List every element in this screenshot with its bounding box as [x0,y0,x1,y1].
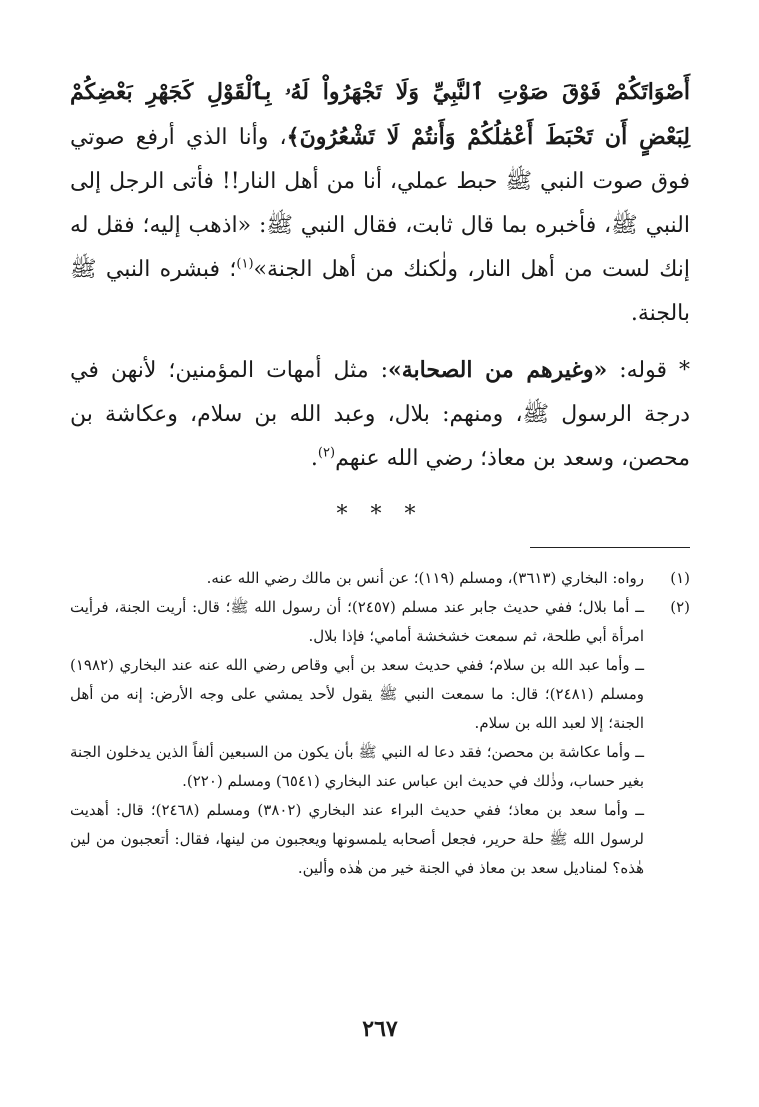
commentary-text-end: . [310,446,318,471]
footnote-number: (١) [670,569,690,587]
footnotes [70,564,690,883]
footnote-1 [70,564,690,593]
footnote-text-bilal: ــ أما بلال؛ ففي حديث جابر عند مسلم (٢٤٥٧)؛ أن رسول الله ﷺ؛ قال: أريت الجنة، فرأيت امرأة أبي طلحة، ثم سمعت خشخشة أمامي؛ فإذا بلال. [70,598,644,645]
paragraph-text-end: ؛ فبشره النبي ﷺ بالجنة. [70,257,690,326]
footnote-text: رواه: البخاري (٣٦١٣)، ومسلم (١١٩)؛ عن أنس بن مالك رضي الله عنه. [206,569,644,587]
footnote-text-ibn-salam: ــ وأما عبد الله بن سلام؛ ففي حديث سعد بن أبي وقاص رضي الله عنه عند البخاري (١٩٨٢) ومسلم (٢٤٨١)؛ قال: ما سمعت النبي ﷺ يقول لأحد يمشي على وجه الأرض: إنه من أهل الجنة؛ إلا لعبد الله بن سلام. [70,656,644,732]
commentary-quote: «وغيرهم من الصحابة» [388,357,608,383]
main-text [70,70,690,535]
paragraph-commentary [70,348,690,481]
commentary-text: : مثل أمهات المؤمنين؛ لأنهن في درجة الرسول ﷺ، ومنهم: بلال، وعبد الله بن سلام، وعكاشة بن محصن، وسعد بن معاذ؛ رضي الله عنهم [70,358,690,471]
commentary-lead: * قوله: [607,358,691,383]
footnote-text-ukkasha: ــ وأما عكاشة بن محصن؛ فقد دعا له النبي ﷺ بأن يكون من السبعين ألفاً الذين يدخلون الجنة بغير حساب، وذٰلك في حديث ابن عباس عند البخاري (٦٥٤١) ومسلم (٢٢٠). [70,743,644,790]
footnote-2 [70,593,690,883]
quran-verse: أَصْوَاتَكُمْ فَوْقَ صَوْتِ ٱلنَّبِيِّ وَلَا تَجْهَرُواْ لَهُۥ بِٱلْقَوْلِ كَجَهْرِ بَعْضِكُمْ لِبَعْضٍ أَن تَحْبَطَ أَعْمَٰلُكُمْ وَأَنتُمْ لَا تَشْعُرُونَ﴾ [70,79,691,150]
footnote-ref-2[interactable]: (٢) [317,445,336,461]
footnote-body [70,593,644,883]
page-number: ٢٦٧ [362,1016,398,1042]
footnote-body [70,564,644,593]
footnote-text-saad: ــ وأما سعد بن معاذ؛ ففي حديث البراء عند البخاري (٣٨٠٢) ومسلم (٢٤٦٨)؛ قال: أهديت لرسول الله ﷺ حلة حرير، فجعل أصحابه يلمسونها ويعجبون من لينها، فقال: أتعجبون من لين هٰذه؟ لمناديل سعد بن معاذ في الجنة خير من هٰذه وألين. [70,801,644,877]
footnote-ref-1[interactable]: (١) [236,256,254,272]
section-separator: * * * [336,502,424,527]
footnote-divider [530,547,690,548]
book-page [70,70,690,1070]
paragraph-hadith [70,70,690,336]
footnote-number: (٢) [670,598,690,616]
paragraph-text: ، وأنا الذي أرفع صوتي فوق صوت النبي ﷺ حبط عملي، أنا من أهل النار!! فأتى الرجل إلى النبي ﷺ، فأخبره بما قال ثابت، فقال النبي ﷺ: «اذهب إليه؛ فقل له إنك لست من أهل النار، ولٰكنك من أهل الجنة» [70,125,690,282]
